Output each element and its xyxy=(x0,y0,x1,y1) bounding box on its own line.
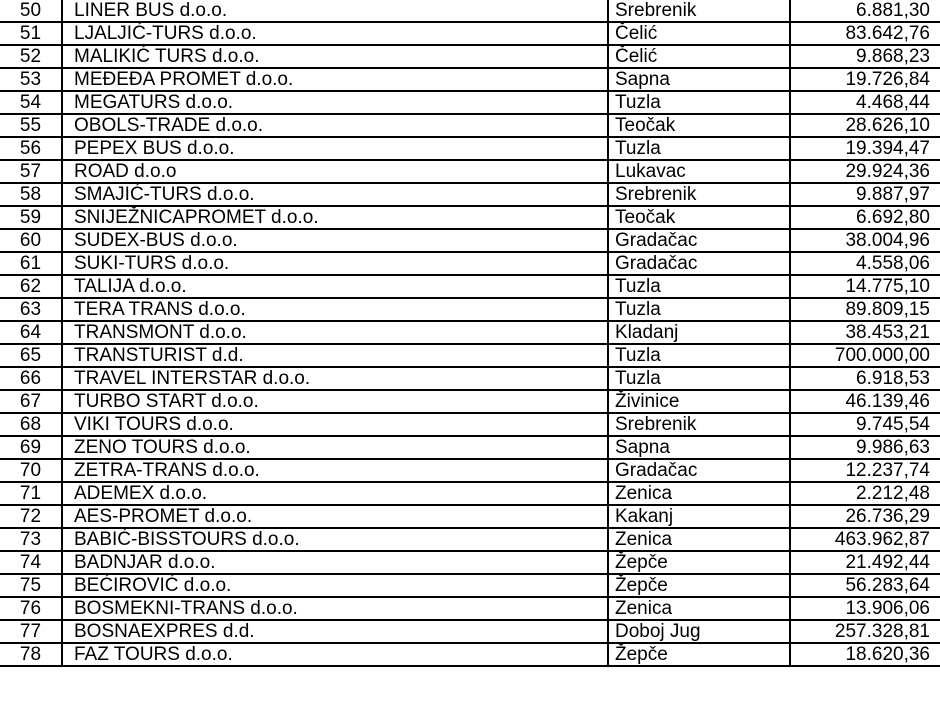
company-name-cell: OBOLS-TRADE d.o.o. xyxy=(62,114,608,137)
city-cell: Sapna xyxy=(608,68,790,91)
company-name-cell: LJALJIĆ-TURS d.o.o. xyxy=(62,22,608,45)
city-cell: Tuzla xyxy=(608,275,790,298)
company-name-cell: BABIĆ-BISSTOURS d.o.o. xyxy=(62,528,608,551)
amount-cell: 6.881,30 xyxy=(790,0,940,22)
amount-cell: 14.775,10 xyxy=(790,275,940,298)
company-name-cell: MALIKIĆ TURS d.o.o. xyxy=(62,45,608,68)
row-number-cell: 69 xyxy=(0,436,62,459)
city-cell: Tuzla xyxy=(608,91,790,114)
amount-cell: 9.986,63 xyxy=(790,436,940,459)
amount-cell: 2.212,48 xyxy=(790,482,940,505)
row-number-cell: 74 xyxy=(0,551,62,574)
city-cell: Teočak xyxy=(608,114,790,137)
company-name-cell: BOSNAEXPRES d.d. xyxy=(62,620,608,643)
amount-cell: 6.692,80 xyxy=(790,206,940,229)
row-number-cell: 50 xyxy=(0,0,62,22)
table-row xyxy=(0,528,940,551)
company-name-cell: SUDEX-BUS d.o.o. xyxy=(62,229,608,252)
amount-cell: 38.453,21 xyxy=(790,321,940,344)
row-number-cell: 53 xyxy=(0,68,62,91)
amount-cell: 9.745,54 xyxy=(790,413,940,436)
city-cell: Tuzla xyxy=(608,344,790,367)
company-name-cell: ROAD d.o.o xyxy=(62,160,608,183)
city-cell: Tuzla xyxy=(608,298,790,321)
city-cell: Kakanj xyxy=(608,505,790,528)
company-name-cell: MEGATURS d.o.o. xyxy=(62,91,608,114)
table-row xyxy=(0,321,940,344)
amount-cell: 700.000,00 xyxy=(790,344,940,367)
company-name-cell: ZENO TOURS d.o.o. xyxy=(62,436,608,459)
row-number-cell: 77 xyxy=(0,620,62,643)
company-name-cell: SUKI-TURS d.o.o. xyxy=(62,252,608,275)
row-number-cell: 76 xyxy=(0,597,62,620)
row-number-cell: 71 xyxy=(0,482,62,505)
table-row xyxy=(0,206,940,229)
amount-cell: 46.139,46 xyxy=(790,390,940,413)
city-cell: Srebrenik xyxy=(608,413,790,436)
company-name-cell: PEPEX BUS d.o.o. xyxy=(62,137,608,160)
table-row xyxy=(0,45,940,68)
table-row xyxy=(0,436,940,459)
company-name-cell: ZETRA-TRANS d.o.o. xyxy=(62,459,608,482)
table-row xyxy=(0,22,940,45)
table-row xyxy=(0,344,940,367)
company-name-cell: FAZ TOURS d.o.o. xyxy=(62,643,608,666)
row-number-cell: 67 xyxy=(0,390,62,413)
city-cell: Zenica xyxy=(608,528,790,551)
city-cell: Žepče xyxy=(608,574,790,597)
table-row xyxy=(0,505,940,528)
row-number-cell: 52 xyxy=(0,45,62,68)
city-cell: Čelić xyxy=(608,45,790,68)
company-name-cell: SMAJIĆ-TURS d.o.o. xyxy=(62,183,608,206)
amount-cell: 6.918,53 xyxy=(790,367,940,390)
amount-cell: 257.328,81 xyxy=(790,620,940,643)
row-number-cell: 72 xyxy=(0,505,62,528)
row-number-cell: 78 xyxy=(0,643,62,666)
table-row xyxy=(0,275,940,298)
row-number-cell: 57 xyxy=(0,160,62,183)
company-name-cell: TERA TRANS d.o.o. xyxy=(62,298,608,321)
table-row xyxy=(0,137,940,160)
table-row xyxy=(0,160,940,183)
amount-cell: 18.620,36 xyxy=(790,643,940,666)
city-cell: Zenica xyxy=(608,597,790,620)
table-row xyxy=(0,413,940,436)
city-cell: Doboj Jug xyxy=(608,620,790,643)
city-cell: Lukavac xyxy=(608,160,790,183)
company-name-cell: TRANSTURIST d.d. xyxy=(62,344,608,367)
table-row xyxy=(0,482,940,505)
amount-cell: 19.394,47 xyxy=(790,137,940,160)
amount-cell: 28.626,10 xyxy=(790,114,940,137)
city-cell: Čelić xyxy=(608,22,790,45)
company-name-cell: BOSMEKNI-TRANS d.o.o. xyxy=(62,597,608,620)
table-row xyxy=(0,643,940,666)
city-cell: Zenica xyxy=(608,482,790,505)
city-cell: Srebrenik xyxy=(608,183,790,206)
amount-cell: 9.887,97 xyxy=(790,183,940,206)
amount-cell: 4.558,06 xyxy=(790,252,940,275)
row-number-cell: 70 xyxy=(0,459,62,482)
row-number-cell: 54 xyxy=(0,91,62,114)
company-name-cell: MEĐEĐA PROMET d.o.o. xyxy=(62,68,608,91)
row-number-cell: 65 xyxy=(0,344,62,367)
company-name-cell: TALIJA d.o.o. xyxy=(62,275,608,298)
table-row xyxy=(0,0,940,22)
amount-cell: 26.736,29 xyxy=(790,505,940,528)
row-number-cell: 51 xyxy=(0,22,62,45)
city-cell: Teočak xyxy=(608,206,790,229)
city-cell: Tuzla xyxy=(608,367,790,390)
amount-cell: 89.809,15 xyxy=(790,298,940,321)
row-number-cell: 61 xyxy=(0,252,62,275)
company-name-cell: BADNJAR d.o.o. xyxy=(62,551,608,574)
company-name-cell: BEĆIROVIĆ d.o.o. xyxy=(62,574,608,597)
row-number-cell: 75 xyxy=(0,574,62,597)
row-number-cell: 62 xyxy=(0,275,62,298)
table-row xyxy=(0,229,940,252)
amount-cell: 29.924,36 xyxy=(790,160,940,183)
table-row xyxy=(0,597,940,620)
amount-cell: 38.004,96 xyxy=(790,229,940,252)
table-row xyxy=(0,390,940,413)
company-name-cell: TRAVEL INTERSTAR d.o.o. xyxy=(62,367,608,390)
row-number-cell: 64 xyxy=(0,321,62,344)
table-row xyxy=(0,620,940,643)
amount-cell: 12.237,74 xyxy=(790,459,940,482)
amount-cell: 9.868,23 xyxy=(790,45,940,68)
amount-cell: 463.962,87 xyxy=(790,528,940,551)
row-number-cell: 63 xyxy=(0,298,62,321)
city-cell: Gradačac xyxy=(608,229,790,252)
row-number-cell: 60 xyxy=(0,229,62,252)
city-cell: Gradačac xyxy=(608,252,790,275)
city-cell: Žepče xyxy=(608,551,790,574)
amount-cell: 83.642,76 xyxy=(790,22,940,45)
table-row xyxy=(0,367,940,390)
table-row xyxy=(0,459,940,482)
company-name-cell: TURBO START d.o.o. xyxy=(62,390,608,413)
row-number-cell: 68 xyxy=(0,413,62,436)
row-number-cell: 58 xyxy=(0,183,62,206)
table-row xyxy=(0,68,940,91)
amount-cell: 19.726,84 xyxy=(790,68,940,91)
table-row xyxy=(0,252,940,275)
row-number-cell: 55 xyxy=(0,114,62,137)
city-cell: Srebrenik xyxy=(608,0,790,22)
city-cell: Gradačac xyxy=(608,459,790,482)
table-row xyxy=(0,91,940,114)
city-cell: Tuzla xyxy=(608,137,790,160)
amount-cell: 13.906,06 xyxy=(790,597,940,620)
company-name-cell: SNIJEŽNICAPROMET d.o.o. xyxy=(62,206,608,229)
table-row xyxy=(0,183,940,206)
city-cell: Živinice xyxy=(608,390,790,413)
city-cell: Sapna xyxy=(608,436,790,459)
row-number-cell: 73 xyxy=(0,528,62,551)
table-row xyxy=(0,114,940,137)
amount-cell: 4.468,44 xyxy=(790,91,940,114)
table-row xyxy=(0,551,940,574)
city-cell: Žepče xyxy=(608,643,790,666)
company-name-cell: AES-PROMET d.o.o. xyxy=(62,505,608,528)
amount-cell: 56.283,64 xyxy=(790,574,940,597)
company-name-cell: TRANSMONT d.o.o. xyxy=(62,321,608,344)
table-row xyxy=(0,574,940,597)
row-number-cell: 59 xyxy=(0,206,62,229)
company-name-cell: LINER BUS d.o.o. xyxy=(62,0,608,22)
company-name-cell: ADEMEX d.o.o. xyxy=(62,482,608,505)
table-row xyxy=(0,298,940,321)
amount-cell: 21.492,44 xyxy=(790,551,940,574)
row-number-cell: 66 xyxy=(0,367,62,390)
row-number-cell: 56 xyxy=(0,137,62,160)
city-cell: Kladanj xyxy=(608,321,790,344)
company-name-cell: VIKI TOURS d.o.o. xyxy=(62,413,608,436)
